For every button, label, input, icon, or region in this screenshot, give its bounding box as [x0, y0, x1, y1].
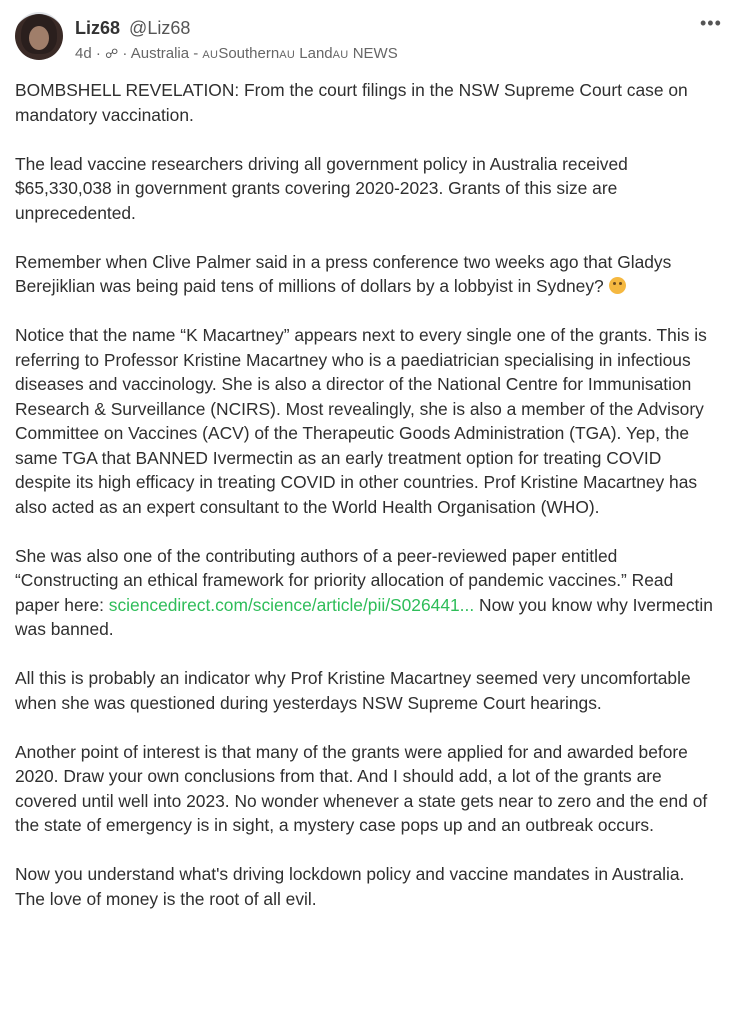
post-meta: [75, 44, 398, 65]
paragraph-text: Now you know why Ivermectin was banned.: [15, 594, 713, 639]
paragraph-text: She was also one of the contributing authors of a peer-reviewed paper entitled “Constructing an ethical framework for priority allocation of pandemic vaccines.” Read paper here:: [15, 545, 674, 615]
sciencedirect-link[interactable]: sciencedirect.com/science/article/pii/S026441...: [108, 594, 475, 615]
thinking-face-emoji-icon: [609, 277, 626, 294]
au-flag-text: AU: [279, 49, 296, 61]
community-word: Southern: [218, 45, 280, 62]
globe-icon: ☍: [105, 46, 119, 61]
paragraph-text: Remember when Clive Palmer said in a press conference two weeks ago that Gladys Berejiklian was being paid tens of millions of dollars by a lobbyist in Sydney?: [15, 251, 672, 296]
more-options-icon[interactable]: •••: [700, 13, 722, 33]
meta-separator: ·: [122, 45, 128, 62]
paragraph: Another point of interest is that many of the grants were applied for and awarded before 2020. Draw your own conclusions from that. And I should add, a lot of the grants are covered until well into 2023. No wonder whenever a state gets near to zero and the end of the state of emergency is in sight, a mystery case pops up and an outbreak occurs.: [15, 741, 708, 835]
community-word: Land: [299, 45, 333, 62]
au-flag-text: AU: [332, 49, 349, 61]
paragraph: Notice that the name “K Macartney” appears next to every single one of the grants. This is referring to Professor Kristine Macartney who is a paediatrician specialising in infectious diseases and vaccinology. She is also a director of the National Centre for Immunisation Research & Surveillance (NCIRS). Most revealingly, she is also a member of the Advisory Committee on Vaccines (ACV) of the Therapeutic Goods Administration (TGA). Yep, the same TGA that BANNED Ivermectin as an early treatment option for treating COVID despite its high efficacy in treating COVID in other countries. Prof Kristine Macartney has also acted as an expert consultant to the World Health Organisation (WHO).: [15, 325, 707, 517]
post-body: [15, 78, 715, 936]
community-prefix: Australia -: [130, 45, 199, 62]
avatar-face: [29, 26, 49, 50]
author-row: [75, 17, 190, 39]
au-flag-text: AU: [202, 49, 219, 61]
paragraph: [15, 250, 715, 299]
paragraph: All this is probably an indicator why Prof Kristine Macartney seemed very uncomfortable when she was questioned during yesterdays NSW Supreme Court hearings.: [15, 668, 691, 713]
community-link[interactable]: [131, 45, 398, 62]
author-display-name[interactable]: Liz68: [75, 18, 121, 38]
paragraph: BOMBSHELL REVELATION: From the court filings in the NSW Supreme Court case on mandatory vaccination.: [15, 80, 688, 125]
post-age[interactable]: 4d: [75, 45, 92, 62]
meta-separator: ·: [95, 45, 101, 62]
avatar[interactable]: [15, 12, 63, 60]
community-word: NEWS: [352, 45, 398, 62]
paragraph: The lead vaccine researchers driving all government policy in Australia received $65,330,038 in government grants covering 2020-2023. Grants of this size are unprecedented.: [15, 153, 628, 223]
author-handle[interactable]: @Liz68: [129, 18, 191, 38]
paragraph: Now you understand what's driving lockdown policy and vaccine mandates in Australia. The love of money is the root of all evil.: [15, 864, 685, 909]
post-header: [0, 0, 729, 72]
paragraph: [15, 544, 715, 642]
